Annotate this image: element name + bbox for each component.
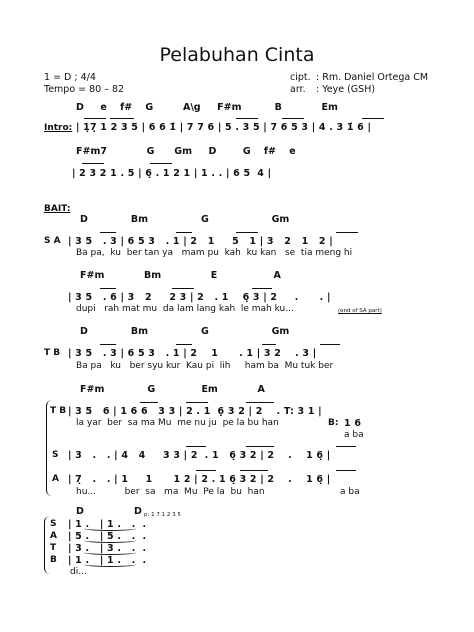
beam — [362, 118, 384, 119]
ending-soprano-label: S — [50, 519, 57, 529]
sa-chords-line-1: D Bm G Gm — [80, 214, 290, 225]
alto-label: A — [52, 474, 59, 484]
alto-lyrics-end: a ba — [340, 487, 360, 497]
end-of-sa-note: (end of SA part) — [338, 308, 382, 314]
beam — [100, 344, 116, 345]
beam — [150, 163, 172, 164]
beam — [110, 118, 134, 119]
bass-notes: 1 6 — [344, 418, 362, 429]
sa-lyrics-line-2: dupi rah mat mu da lam lang kah le mah ku... — [76, 304, 294, 314]
tie — [84, 526, 136, 531]
bass-label: B: — [328, 418, 339, 428]
beam — [282, 118, 304, 119]
beam — [100, 288, 116, 289]
tie — [84, 538, 136, 543]
grace-notes: p: 1 7 1 2 3 5 — [144, 512, 181, 518]
beam — [236, 118, 258, 119]
intro-chords-line-1: D e f# G A\g F#m B Em — [76, 102, 338, 113]
beam — [140, 402, 158, 403]
tb-lyrics-line-2: la yar ber sa ma Mu me nu ju pe la bu han — [76, 418, 279, 428]
ending-chord-2: D — [134, 506, 142, 517]
soprano-label: S — [52, 450, 59, 460]
beam — [336, 232, 358, 233]
beam — [84, 118, 106, 119]
tb-lyrics-line-1: Ba pa ku ber syu kur Kau pi lih ham ba Mu tuk ber — [76, 361, 334, 371]
ending-bass-notes: | 1 . | 1 . . . — [68, 555, 147, 566]
soprano-notes: | 3 . . | 4 4 3 3 | 2 . 1 6̣ 3 2 | 2 . 1 6̣ | — [68, 450, 331, 461]
beam — [186, 402, 208, 403]
tie — [84, 550, 136, 555]
tempo: Tempo = 80 – 82 — [44, 84, 125, 95]
ending-tenor-label: T — [50, 543, 57, 553]
ending-bass-label: B — [50, 555, 57, 565]
sa-label: S A — [44, 236, 61, 246]
tb-notes-line-1: | 3 5 . 3 | 6 5 3 . 1 | 2 1 . 1 | 3 2 . 3 | — [68, 348, 317, 359]
tb-split-label: T B — [50, 406, 67, 416]
bait-label: BAIT: — [44, 204, 71, 214]
beam — [320, 344, 340, 345]
alto-notes: | 7̣ . . | 1 1 1 2 | 2 . 1 6̣ 3 2 | 2 . 1 6̣ | — [68, 474, 331, 485]
beam — [252, 288, 272, 289]
intro-notes-line-2: | 2 3 2 1 . 5 | 6̣ . 1 2 1 | 1 . . | 6 5 4 | — [72, 168, 272, 179]
intro-chords-line-2: F#m7 G Gm D G f# e — [76, 146, 296, 157]
arranger-value: : Yeye (GSH) — [316, 84, 376, 95]
ending-chord-1: D — [76, 506, 84, 517]
ending-soprano-notes: | 1 . | 1 . . . — [68, 519, 147, 530]
satb-chords: F#m G Em A — [80, 384, 265, 395]
beam — [186, 446, 206, 447]
alto-lyrics: hu... ber sa ma Mu Pe la bu han — [76, 487, 265, 497]
ending-lyrics: di... — [70, 567, 87, 577]
beam — [82, 163, 104, 164]
bass-lyrics: a ba — [344, 430, 364, 440]
composer-value: : Rm. Daniel Ortega CM — [316, 72, 429, 83]
sa-lyrics-line-1: Ba pa, ku ber tan ya mam pu kah ku kan se tia meng hi — [76, 248, 353, 258]
beam — [246, 402, 274, 403]
page-title: Pelabuhan Cinta — [159, 44, 315, 66]
sa-chords-line-2: F#m Bm E A — [80, 270, 281, 281]
beam — [246, 446, 274, 447]
tb-chords-line-1: D Bm G Gm — [80, 326, 290, 337]
composer-label: cipt. — [290, 72, 311, 83]
sa-notes-line-2: | 3 5 . 6 | 3 2 2 3 | 2 . 1 6̣ 3 | 2 . . | — [68, 292, 331, 303]
tb-notes-line-2: | 3 5 6 | 1 6 6 3 3 | 2 . 1 6̣ 3 2 | 2 . T: 3 1 | — [68, 406, 322, 417]
ending-alto-label: A — [50, 531, 57, 541]
ending-alto-notes: | 5 . | 5 . . . — [68, 531, 147, 542]
beam — [176, 344, 192, 345]
sa-notes-line-1: | 3 5 . 3 | 6 5 3 . 1 | 2 1 5 1 | 3 2 1 2 | — [68, 236, 333, 247]
beam — [100, 232, 116, 233]
beam — [236, 232, 258, 233]
key-signature: 1 = D ; 4/4 — [44, 72, 96, 83]
intro-notes-line-1: | 1̣7̣ 1 2 3 5 | 6 6 1̇ | 7 7 6 | 5 . 3 5 | 7 6 5 3 | 4 . 3 1̇ 6 | — [76, 122, 372, 133]
tie — [84, 562, 136, 567]
intro-label: Intro: — [44, 123, 73, 133]
beam — [172, 288, 194, 289]
beam — [336, 470, 356, 471]
ending-tenor-notes: | 3 . | 3 . . . — [68, 543, 147, 554]
beam — [240, 470, 268, 471]
beam — [196, 470, 216, 471]
beam — [176, 232, 192, 233]
tb-label: T B — [44, 348, 61, 358]
beam — [262, 344, 276, 345]
arranger-label: arr. — [290, 84, 306, 95]
beam — [336, 446, 356, 447]
